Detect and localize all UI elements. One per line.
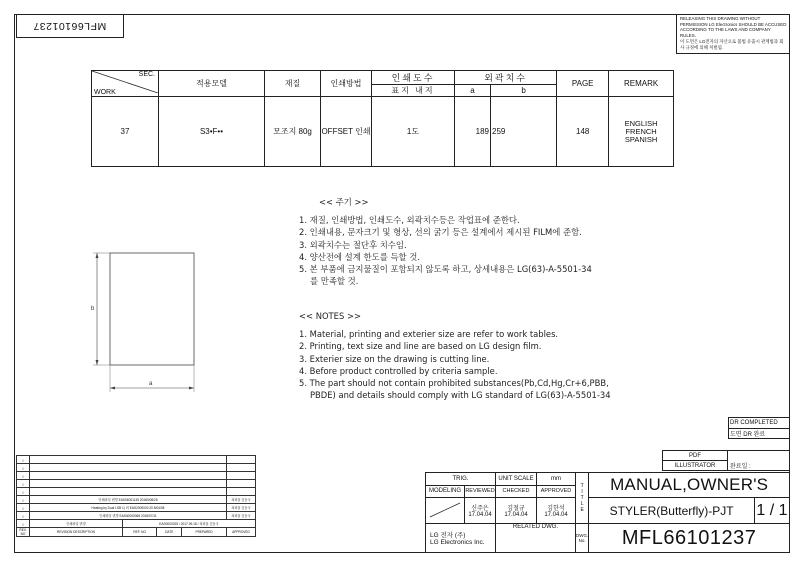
print-method-value: OFFSET 인쇄	[321, 97, 372, 167]
table-row	[17, 456, 256, 464]
page-outline	[110, 253, 194, 365]
release-notice-ko: 이 도면은 LG전자의 자산으로 불법 유출시 관계법과 회사 규정에 의해 처벌됨.	[680, 39, 784, 50]
dim-label-b: b	[91, 306, 95, 312]
material-value: 모조지 80g	[265, 97, 321, 167]
table-row	[17, 488, 256, 496]
approved-label: APPROVED	[537, 485, 576, 498]
pdf-label: PDF	[663, 451, 728, 461]
rev-triangle: △	[17, 512, 30, 520]
sheet-number: 1 / 1	[755, 498, 790, 524]
table-row: △ 인쇄파일 변경 EAS0000025 / 2017.09.18 / 외곽물 김동국	[17, 520, 256, 528]
table-row	[17, 464, 256, 472]
checker-date: 17.04.04	[504, 512, 528, 519]
notes-korean-title: << 주기 >>	[319, 197, 369, 207]
company-ko: LG 전자 (주)	[430, 532, 466, 540]
pdf-block	[662, 450, 790, 471]
print-method-header: 인쇄방법	[321, 71, 372, 97]
rev-triangle: △	[17, 456, 30, 464]
outline-drawing	[85, 240, 225, 405]
approver-name: 김한석	[547, 506, 565, 513]
table-row	[17, 480, 256, 488]
release-notice	[676, 14, 790, 54]
flipped-part-number: MFL66101237	[33, 20, 107, 32]
rev-triangle: △	[17, 480, 30, 488]
dwg-no-label: DWG. No.	[576, 524, 589, 553]
notes-korean	[299, 196, 592, 287]
note-item: 5. The part should not contain prohibited substances(Pb,Cd,Hg,Cr+6,PBB,	[299, 378, 609, 389]
work-label: WORK	[94, 89, 116, 96]
title-vertical-label: T I T L E	[576, 473, 589, 524]
notes-english-title: << NOTES >>	[299, 311, 361, 321]
table-row	[92, 97, 674, 167]
note-item: 1. Material, printing and exterier size are refer to work tables.	[299, 329, 559, 340]
dr-completed-label: DR COMPLETED	[729, 418, 790, 429]
sec-work-header	[92, 71, 159, 97]
arrow-icon	[110, 387, 115, 390]
designer-date: 17.04.04	[468, 512, 492, 519]
related-dwg-cell	[496, 524, 576, 553]
note-item: 2. 인쇄내용, 문자크기 및 형상, 선의 굵기 등은 설계에서 제시된 FILM에 준함.	[299, 227, 582, 238]
note-item: 3. 외곽치수는 절단후 치수임.	[299, 239, 407, 250]
trig-label: TRIG.	[426, 473, 496, 486]
arrow-icon	[189, 387, 194, 390]
remark-value	[609, 97, 674, 167]
arrow-icon	[96, 360, 99, 365]
modeling-label: MODELING	[426, 485, 465, 498]
unit-scale-label: UNIT SCALE	[496, 473, 537, 486]
model-value: S3•F••	[159, 97, 265, 167]
company-cell	[426, 524, 496, 553]
rev-triangle: △	[17, 472, 30, 480]
model-header: 적용모델	[159, 71, 265, 97]
title-line-2: STYLER(Butterfly)-PJT	[589, 498, 755, 524]
approver-date: 17.04.04	[544, 512, 568, 519]
rev-triangle: △	[17, 504, 30, 512]
size-a-value: 189	[455, 97, 491, 167]
rev-triangle: △	[17, 488, 30, 496]
title-block	[425, 472, 790, 553]
table-row: △ Heating by Dual LSB 1) 외 EAS2000000 20 8/04/08 외곽물 김동국	[17, 504, 256, 512]
rev-triangle: △	[17, 520, 30, 528]
rev-triangle: △	[17, 464, 30, 472]
drawing-number: MFL66101237	[589, 524, 790, 553]
dim-label-a: a	[149, 381, 153, 387]
dr-completed-ko: 도면 DR 완료	[729, 429, 790, 439]
revision-block	[16, 455, 256, 537]
remark-line: ENGLISH	[624, 118, 658, 128]
colors-subheader: 표지 내지	[372, 85, 455, 97]
reviewed-label: REVIEWED	[465, 485, 496, 498]
checker-name: 김철규	[507, 506, 525, 513]
note-item: 3. Exterier size on the drawing is cutting line.	[299, 353, 490, 364]
related-dwg-label: RELATED DWG.	[512, 524, 559, 531]
remark-line: FRENCH	[625, 126, 657, 136]
page-header: PAGE	[557, 71, 609, 97]
size-header: 외곽치수	[455, 71, 557, 85]
revision-footer: REV. NO REVISION DESCRIPTION REF. NO DATE PREPARED APPROVED	[17, 528, 256, 537]
rev-triangle: △	[17, 496, 30, 504]
remark-header: REMARK	[609, 71, 674, 97]
colors-header: 인쇄도수	[372, 71, 455, 85]
title-line-1: MANUAL,OWNER'S	[589, 473, 790, 498]
note-item: 5. 본 부품에 금지물질이 포함되지 않도록 하고, 상세내용은 LG(63)-A-5501-34	[299, 264, 592, 275]
size-b-value: 259	[491, 97, 557, 167]
checked-sign	[496, 498, 537, 524]
unit-mm: mm	[537, 473, 576, 486]
dr-completed-block	[670, 417, 790, 439]
note-item: 를 만족할 것.	[310, 276, 359, 287]
table-row: △ 인쇄파일 변경 EAS06001135 20180/06/26 외곽물 김동국	[17, 496, 256, 504]
size-a-header: a	[455, 85, 491, 97]
illustrator-label: ILLUSTRATOR	[663, 461, 728, 471]
flipped-part-number-box	[16, 14, 124, 38]
designed-sign	[465, 498, 496, 524]
approved-sign	[537, 498, 576, 524]
note-item: PBDE) and details should comply with LG standard of LG(63)-A-5501-34	[310, 390, 611, 401]
note-item: 4. Before product controlled by criteria sample.	[299, 365, 498, 376]
page-value: 148	[557, 97, 609, 167]
checked-label: CHECKED	[496, 485, 537, 498]
company-en: LG Electronics Inc.	[430, 539, 485, 547]
table-row: △ 인쇄파일 변경 EAS40000068 2018/07/11 외곽물 김동국	[17, 512, 256, 520]
designer-name: 신주은	[471, 506, 489, 513]
release-notice-en: RELEASING THIS DRAWING WITHOUT PERMISSION LG Electronics SHOULD BE ACCUSED ACCORDING TO THE LAWS AND COMPANY RULES.	[680, 16, 787, 38]
note-item: 4. 양산전에 설계 한도를 득할 것.	[299, 251, 421, 262]
colors-value: 1도	[372, 97, 455, 167]
note-item: 1. 재질, 인쇄방법, 인쇄도수, 외곽치수등은 작업표에 준한다.	[299, 215, 520, 226]
remark-line: SPANISH	[624, 134, 658, 144]
sec-label: SEC.	[138, 71, 155, 78]
note-item: 2. Printing, text size and line are based on LG design film.	[299, 341, 542, 352]
slash-mark	[428, 501, 462, 519]
spec-table	[91, 70, 674, 167]
completed-date-label: 완료일 :	[728, 451, 790, 471]
arrow-icon	[96, 253, 99, 258]
table-row	[17, 472, 256, 480]
size-b-header: b	[491, 85, 557, 97]
work-value: 37	[92, 97, 159, 167]
modeling-sign	[426, 498, 465, 524]
notes-english	[299, 310, 611, 401]
material-header: 재질	[265, 71, 321, 97]
